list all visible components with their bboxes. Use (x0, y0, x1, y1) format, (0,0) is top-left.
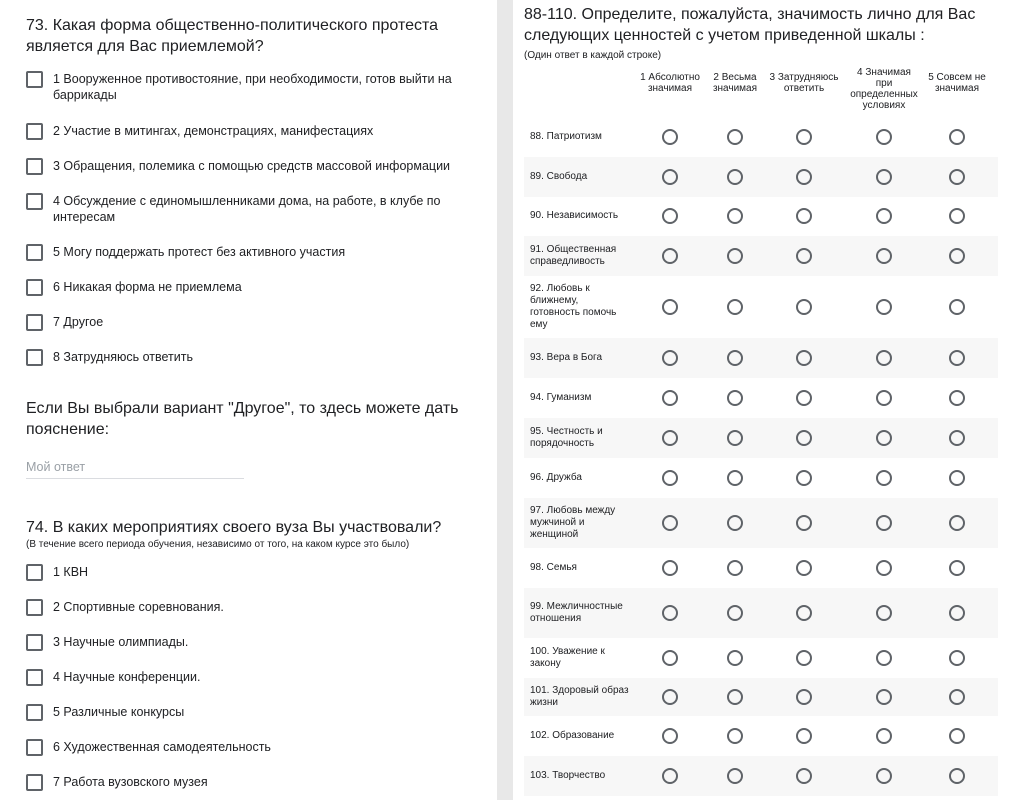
grid-row-label: 93. Вера в Бога (530, 352, 603, 363)
checkbox-icon[interactable] (26, 634, 43, 651)
radio-button-col-3[interactable] (796, 768, 812, 784)
radio-button-col-5[interactable] (949, 350, 965, 366)
grid-row (524, 588, 998, 638)
grid-row-label: 94. Гуманизм (530, 392, 592, 403)
radio-button-col-3[interactable] (796, 169, 812, 185)
radio-button-col-2[interactable] (727, 689, 743, 705)
q73-option-2[interactable]: 2 Участие в митингах, демонстрациях, манифестациях (26, 123, 476, 140)
q74-title: 74. В каких мероприятиях своего вуза Вы участвовали? (26, 519, 442, 536)
radio-button-col-1[interactable] (662, 390, 678, 406)
radio-button-col-3[interactable] (796, 689, 812, 705)
grid-row-label: 95. Честность и порядочность (530, 426, 603, 449)
radio-button-col-2[interactable] (727, 248, 743, 264)
q73-option-6[interactable]: 6 Никакая форма не приемлема (26, 279, 476, 296)
radio-button-col-3[interactable] (796, 350, 812, 366)
radio-button-col-4[interactable] (876, 248, 892, 264)
q74-option-6[interactable]: 6 Художественная самодеятельность (26, 739, 476, 756)
radio-button-col-1[interactable] (662, 430, 678, 446)
grid-row (524, 157, 998, 197)
q74-option-7[interactable]: 7 Работа вузовского музея (26, 774, 476, 791)
grid-row (524, 678, 998, 716)
radio-button-col-1[interactable] (662, 650, 678, 666)
grid-row-label: 97. Любовь между мужчиной и женщиной (530, 505, 616, 540)
radio-button-col-5[interactable] (949, 169, 965, 185)
grid-row-label: 100. Уважение к закону (530, 646, 605, 669)
radio-button-col-1[interactable] (662, 605, 678, 621)
radio-button-col-4[interactable] (876, 169, 892, 185)
radio-button-col-2[interactable] (727, 470, 743, 486)
checkbox-icon[interactable] (26, 704, 43, 721)
radio-button-col-4[interactable] (876, 350, 892, 366)
radio-button-col-4[interactable] (876, 650, 892, 666)
radio-button-col-4[interactable] (876, 208, 892, 224)
grid-row (524, 236, 998, 276)
checkbox-icon[interactable] (26, 123, 43, 140)
grid-row-label: 96. Дружба (530, 472, 582, 483)
radio-button-col-2[interactable] (727, 728, 743, 744)
grid-row (524, 498, 998, 548)
grid-row (524, 638, 998, 678)
radio-button-col-4[interactable] (876, 470, 892, 486)
radio-button-col-5[interactable] (949, 299, 965, 315)
other-explanation-title: Если Вы выбрали вариант "Другое", то здесь можете дать пояснение: (26, 400, 459, 438)
radio-button-col-5[interactable] (949, 430, 965, 446)
grid-row (524, 716, 998, 756)
column-header-1: 1 Абсолютно значимая (640, 72, 700, 94)
checkbox-icon[interactable] (26, 774, 43, 791)
radio-button-col-5[interactable] (949, 248, 965, 264)
q74-subtitle: (В течение всего периода обучения, независимо от того, на каком курсе это было) (26, 539, 410, 550)
radio-button-col-3[interactable] (796, 728, 812, 744)
q73-title: 73. Какая форма общественно-политического протеста является для Вас приемлемой? (26, 17, 439, 55)
radio-button-col-4[interactable] (876, 560, 892, 576)
grid-row (524, 276, 998, 338)
radio-button-col-1[interactable] (662, 350, 678, 366)
grid-row-label: 101. Здоровый образ жизни (530, 685, 629, 708)
grid-row (524, 117, 998, 157)
column-header-5: 5 Совсем не значимая (928, 72, 986, 94)
radio-button-col-4[interactable] (876, 515, 892, 531)
radio-button-col-1[interactable] (662, 169, 678, 185)
radio-button-col-4[interactable] (876, 605, 892, 621)
panel-divider (497, 0, 513, 800)
grid-row (524, 378, 998, 418)
radio-button-col-5[interactable] (949, 768, 965, 784)
radio-button-col-5[interactable] (949, 515, 965, 531)
radio-button-col-2[interactable] (727, 169, 743, 185)
radio-button-col-4[interactable] (876, 299, 892, 315)
radio-button-col-3[interactable] (796, 208, 812, 224)
radio-button-col-2[interactable] (727, 299, 743, 315)
radio-button-col-1[interactable] (662, 129, 678, 145)
other-answer-input[interactable] (26, 456, 244, 479)
checkbox-icon[interactable] (26, 193, 43, 210)
grid-row-label: 102. Образование (530, 730, 615, 741)
grid-row-label: 89. Свобода (530, 171, 588, 182)
column-header-3: 3 Затрудняюсь ответить (769, 72, 839, 94)
radio-button-col-2[interactable] (727, 768, 743, 784)
grid-subtitle: (Один ответ в каждой строке) (524, 50, 662, 61)
radio-button-col-5[interactable] (949, 560, 965, 576)
radio-button-col-5[interactable] (949, 650, 965, 666)
radio-button-col-2[interactable] (727, 390, 743, 406)
right-panel (513, 0, 1012, 800)
checkbox-icon[interactable] (26, 314, 43, 331)
radio-button-col-5[interactable] (949, 605, 965, 621)
radio-button-col-1[interactable] (662, 515, 678, 531)
q74-option-5[interactable]: 5 Различные конкурсы (26, 704, 476, 721)
checkbox-icon[interactable] (26, 71, 43, 88)
checkbox-icon[interactable] (26, 599, 43, 616)
grid-row-label: 92. Любовь к ближнему, готовность помочь ему (530, 283, 617, 330)
radio-button-col-4[interactable] (876, 129, 892, 145)
radio-button-col-1[interactable] (662, 689, 678, 705)
q73-option-3[interactable]: 3 Обращения, полемика с помощью средств массовой информации (26, 158, 476, 175)
grid-row-label: 90. Независимость (530, 210, 619, 221)
radio-button-col-2[interactable] (727, 430, 743, 446)
column-header-2: 2 Весьма значимая (712, 72, 758, 94)
grid-title: 88-110. Определите, пожалуйста, значимость лично для Вас следующих ценностей с учетом приведенной шкалы : (524, 6, 976, 44)
radio-button-col-4[interactable] (876, 728, 892, 744)
column-header-4: 4 Значимая при определенных условиях (850, 67, 918, 111)
radio-button-col-2[interactable] (727, 515, 743, 531)
grid-row (524, 196, 998, 236)
radio-button-col-4[interactable] (876, 430, 892, 446)
grid-row-label: 99. Межличностные отношения (530, 601, 623, 624)
grid-row (524, 548, 998, 588)
q74-option-2[interactable]: 2 Спортивные соревнования. (26, 599, 476, 616)
radio-button-col-1[interactable] (662, 208, 678, 224)
radio-button-col-1[interactable] (662, 248, 678, 264)
radio-button-col-3[interactable] (796, 390, 812, 406)
checkbox-icon[interactable] (26, 158, 43, 175)
radio-button-col-2[interactable] (727, 650, 743, 666)
checkbox-icon[interactable] (26, 669, 43, 686)
radio-button-col-3[interactable] (796, 605, 812, 621)
q74-option-1[interactable]: 1 КВН (26, 564, 476, 581)
left-panel (0, 0, 497, 800)
radio-button-col-5[interactable] (949, 728, 965, 744)
radio-button-col-3[interactable] (796, 470, 812, 486)
grid-row (524, 338, 998, 378)
q73-option-5[interactable]: 5 Могу поддержать протест без активного участия (26, 244, 476, 261)
q73-option-7[interactable]: 7 Другое (26, 314, 476, 331)
radio-button-col-5[interactable] (949, 390, 965, 406)
radio-button-col-2[interactable] (727, 350, 743, 366)
q74-option-4[interactable]: 4 Научные конференции. (26, 669, 476, 686)
radio-button-col-1[interactable] (662, 768, 678, 784)
grid-row-label: 103. Творчество (530, 770, 606, 781)
q73-option-1[interactable]: 1 Вооруженное противостояние, при необходимости, готов выйти на баррикады (26, 71, 476, 103)
radio-button-col-4[interactable] (876, 689, 892, 705)
radio-button-col-5[interactable] (949, 208, 965, 224)
radio-button-col-4[interactable] (876, 390, 892, 406)
radio-button-col-5[interactable] (949, 689, 965, 705)
radio-button-col-1[interactable] (662, 728, 678, 744)
radio-button-col-1[interactable] (662, 299, 678, 315)
radio-button-col-3[interactable] (796, 560, 812, 576)
radio-button-col-3[interactable] (796, 430, 812, 446)
q73-option-8[interactable]: 8 Затрудняюсь ответить (26, 349, 476, 366)
grid-row-label: 98. Семья (530, 562, 577, 573)
radio-button-col-5[interactable] (949, 129, 965, 145)
checkbox-icon[interactable] (26, 244, 43, 261)
radio-button-col-2[interactable] (727, 208, 743, 224)
checkbox-icon[interactable] (26, 279, 43, 296)
radio-button-col-4[interactable] (876, 768, 892, 784)
grid-row (524, 418, 998, 458)
radio-button-col-3[interactable] (796, 129, 812, 145)
q74-option-3[interactable]: 3 Научные олимпиады. (26, 634, 476, 651)
radio-button-col-3[interactable] (796, 650, 812, 666)
grid-row-label: 91. Общественная справедливость (530, 244, 617, 267)
radio-button-col-1[interactable] (662, 560, 678, 576)
radio-button-col-3[interactable] (796, 515, 812, 531)
grid-row-label: 88. Патриотизм (530, 131, 602, 142)
radio-button-col-2[interactable] (727, 560, 743, 576)
grid-row (524, 458, 998, 498)
grid-row (524, 756, 998, 796)
checkbox-icon[interactable] (26, 564, 43, 581)
radio-button-col-2[interactable] (727, 605, 743, 621)
q73-option-4[interactable]: 4 Обсуждение с единомышленниками дома, на работе, в клубе по интересам (26, 193, 476, 225)
radio-button-col-5[interactable] (949, 470, 965, 486)
radio-button-col-1[interactable] (662, 470, 678, 486)
checkbox-icon[interactable] (26, 349, 43, 366)
radio-button-col-2[interactable] (727, 129, 743, 145)
radio-button-col-3[interactable] (796, 299, 812, 315)
checkbox-icon[interactable] (26, 739, 43, 756)
radio-button-col-3[interactable] (796, 248, 812, 264)
